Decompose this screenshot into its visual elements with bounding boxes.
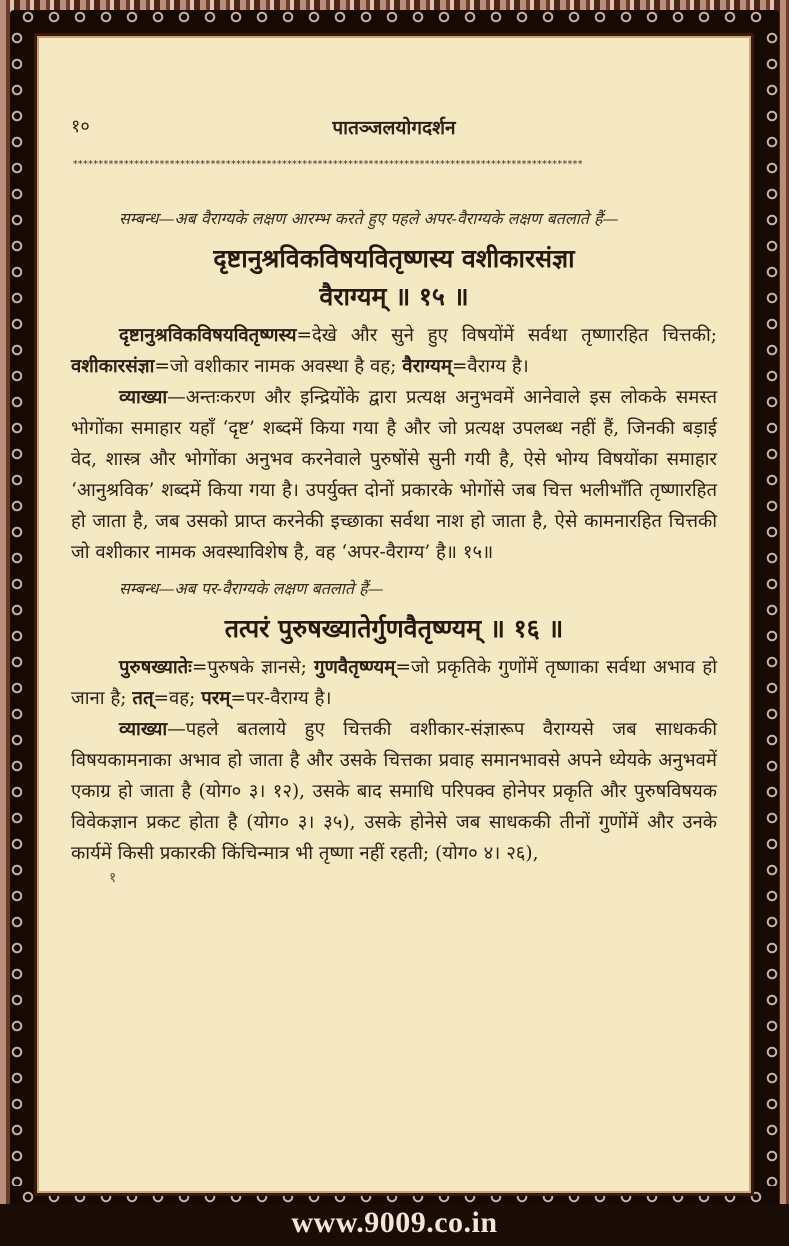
book-page (37, 36, 751, 1193)
gloss-term: वशीकारसंज्ञा (71, 356, 155, 377)
gloss-meaning: =वैराग्य है। (451, 356, 529, 377)
commentary-label: व्याख्या (119, 387, 168, 408)
gloss-meaning: =जो वशीकार नामक अवस्था है वह; (154, 356, 403, 377)
top-ornament-band (20, 8, 769, 26)
commentary-15 (71, 382, 717, 568)
sutra-15-line-2: वैराग्यम् ॥ १५ ॥ (319, 282, 469, 311)
running-title: पातञ्जलयोगदर्शन (332, 117, 456, 139)
left-ornament-band (8, 30, 26, 1186)
gloss-term: तत् (132, 688, 154, 709)
page-content (71, 204, 717, 887)
page-number: १० (71, 116, 90, 137)
gloss-term: दृष्टानुश्रविकविषयवितृष्णस्य (119, 325, 297, 346)
commentary-text: —अन्तःकरण और इन्द्रियोंके द्वारा प्रत्यक्ष अनुभवमें आनेवाले इस लोकके समस्त भोगोंका समाहार यहाँ ‘दृष्ट’ शब्दमें किया गया है और जो प्रत्यक्ष उपलब्ध नहीं हैं, जिनकी बड़ाई वेद, शास्त्र और भोगोंका अनुभव करनेवाले पुरुषोंसे सुनी गयी है, ऐसे भोग्य विषयोंका समाहार ‘आनुश्रविक’ शब्दमें किया गया है। उपर्युक्त दोनों प्रकारके भोगोंसे जब चित्त भलीभाँति तृष्णारहित हो जाता है, जब उसको प्राप्त करनेकी इच्छाका सर्वथा नाश हो जाता है, ऐसे कामनारहित चित्तकी जो वशीकार नामक अवस्थाविशेष है, वह ‘अपर-वैराग्य’ है॥ १५॥ (71, 387, 717, 563)
gloss-term: पुरुषख्यातेः (119, 657, 192, 678)
sutra-15 (71, 240, 717, 316)
gloss-meaning: =वह; (153, 688, 202, 709)
commentary-text: —पहले बतलाये हुए चित्तकी वशीकार-संज्ञारूप वैराग्यसे जब साधककी विषयकामनाका अभाव हो जाता है और उसके चित्तका प्रवाह समानभावसे अपने ध्येयके अनुभवमें एकाग्र हो जाता है (योग० ३। १२), उसके बाद समाधि परिपक्व होनेपर प्रकृति और पुरुषविषयक विवेकज्ञान प्रकट होता है (योग० ३। ३५), उसके होनेसे जब साधककी तीनों गुणोंमें और उनके कार्यमें किसी प्रकारकी किंचिन्मात्र भी तृष्णा नहीं रहती; (योग० ४। २६), (71, 719, 717, 864)
website-watermark: www.9009.co.in (291, 1206, 498, 1239)
gloss-term: वैराग्यम् (402, 356, 452, 377)
sutra-15-line-1: दृष्टानुश्रविकविषयवितृष्णस्य वशीकारसंज्ञा (213, 244, 575, 273)
gloss-15 (71, 320, 717, 382)
commentary-label: व्याख्या (119, 719, 168, 740)
gloss-term: परम् (201, 688, 231, 709)
relation-intro-2: सम्बन्ध—अब पर-वैराग्यके लक्षण बतलाते हैं— (119, 579, 384, 598)
page-header (71, 114, 717, 144)
gloss-meaning: =देखे और सुने हुए विषयोंमें सर्वथा तृष्णारहित चित्तकी; (296, 325, 717, 346)
right-ornament-band (763, 30, 781, 1186)
gloss-meaning: =पुरुषके ज्ञानसे; (191, 657, 315, 678)
gloss-meaning: =जो प्रकृतिके गुणोंमें तृष्णाका सर्वथा अभाव हो जाना है; (71, 657, 717, 709)
gloss-16 (71, 652, 717, 714)
star-divider: **************************************************************************************************** (73, 160, 583, 170)
sutra-16: तत्परं पुरुषख्यातेर्गुणवैतृष्ण्यम् ॥ १६ ॥ (224, 614, 564, 643)
stray-mark: १ (109, 870, 117, 886)
relation-intro-1: सम्बन्ध—अब वैराग्यके लक्षण आरम्भ करते हुए पहले अपर-वैराग्यके लक्षण बतलाते हैं— (119, 209, 619, 228)
gloss-term: गुणवैतृष्ण्यम् (314, 657, 396, 678)
gloss-meaning: =पर-वैराग्य है। (230, 688, 332, 709)
commentary-16 (71, 714, 717, 869)
